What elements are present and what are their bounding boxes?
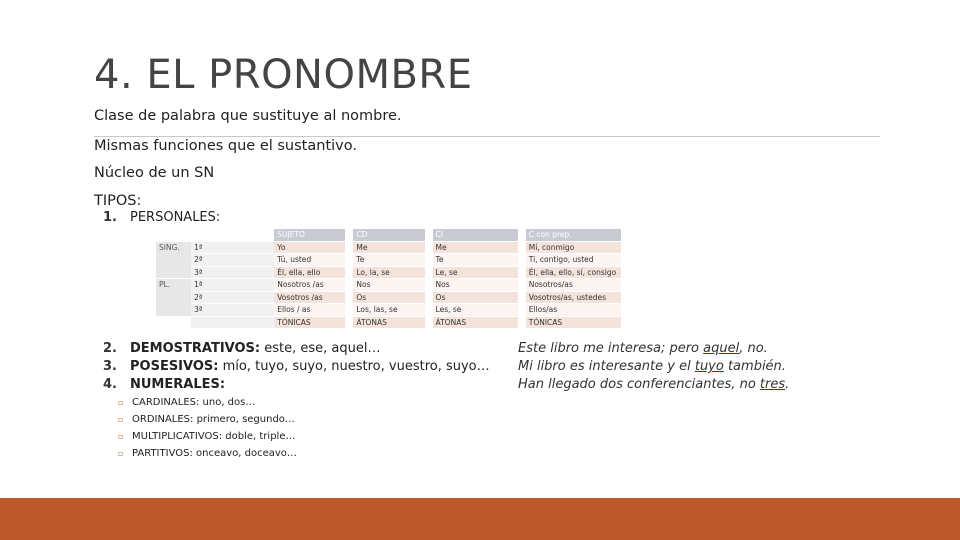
bullet-icon: ▫ xyxy=(118,449,124,458)
type-number: 3. xyxy=(103,359,117,374)
table-cell: Vosotros /as xyxy=(274,291,345,304)
table-cell: Me xyxy=(353,241,424,254)
header-sujeto: SUJETO xyxy=(274,229,345,241)
example-text: Mi libro es interesante y el xyxy=(518,359,695,374)
table-cell: Ellos/as xyxy=(526,304,621,317)
table-cell: Te xyxy=(353,254,424,267)
type-posesivos xyxy=(130,359,490,374)
header-c-prep: C con prep. xyxy=(526,229,621,241)
table-row xyxy=(156,304,621,317)
example-text: . xyxy=(785,377,790,392)
type-demostrativos xyxy=(130,341,380,356)
example-sentence xyxy=(518,341,768,356)
example-text: , no. xyxy=(739,341,768,356)
table-cell: Me xyxy=(433,241,518,254)
bullet-icon: ▫ xyxy=(118,415,124,424)
nucleus-line: Núcleo de un SN xyxy=(94,165,215,181)
table-cell: Les, se xyxy=(433,304,518,317)
example-pronoun: tuyo xyxy=(694,359,724,374)
list-item-text: ORDINALES: primero, segundo… xyxy=(132,414,295,425)
type-examples: este, ese, aquel… xyxy=(260,341,381,356)
table-row xyxy=(156,266,621,279)
table-cell: Ti, contigo, usted xyxy=(526,254,621,267)
person-cell: 1ª xyxy=(191,279,274,292)
person-cell: 3ª xyxy=(191,304,274,317)
type-number: 4. xyxy=(103,377,117,392)
group-sing: SING. xyxy=(156,241,191,279)
table-cell: Nos xyxy=(353,279,424,292)
table-cell: Os xyxy=(433,291,518,304)
table-row xyxy=(156,241,621,254)
table-cell: Él, ella, ello, sí, consigo xyxy=(526,266,621,279)
definition-line: Clase de palabra que sustituye al nombre. xyxy=(94,108,402,124)
header-ci: CI xyxy=(433,229,518,241)
list-item xyxy=(118,414,295,425)
table-cell: Te xyxy=(433,254,518,267)
type-number: 1. xyxy=(103,210,117,225)
type-numerales xyxy=(130,377,225,392)
table-cell: Nosotros /as xyxy=(274,279,345,292)
table-row xyxy=(156,254,621,267)
example-sentence xyxy=(518,377,789,392)
example-pronoun: aquel xyxy=(703,341,740,356)
types-heading: TIPOS: xyxy=(94,193,142,209)
list-item xyxy=(118,397,255,408)
slide-title: 4. EL PRONOMBRE xyxy=(94,52,473,98)
example-text: también. xyxy=(723,359,786,374)
type-number: 2. xyxy=(103,341,117,356)
person-cell: 2ª xyxy=(191,291,274,304)
table-cell: Lo, la, se xyxy=(353,266,424,279)
example-text: Este libro me interesa; pero xyxy=(518,341,704,356)
table-cell: Los, las, se xyxy=(353,304,424,317)
bullet-icon: ▫ xyxy=(118,398,124,407)
functions-line: Mismas funciones que el sustantivo. xyxy=(94,138,357,154)
type-label-text: PERSONALES: xyxy=(130,210,221,225)
list-item xyxy=(118,448,297,459)
divider xyxy=(94,136,880,137)
table-cell: Tú, usted xyxy=(274,254,345,267)
type-label-text: NUMERALES: xyxy=(130,377,226,392)
table-cell: Él, ella, ello xyxy=(274,266,345,279)
example-text: Han llegado dos conferenciantes, no xyxy=(518,377,760,392)
table-cell: Nos xyxy=(433,279,518,292)
person-cell: 2ª xyxy=(191,254,274,267)
table-cell: Mí, conmigo xyxy=(526,241,621,254)
person-cell: 1ª xyxy=(191,241,274,254)
example-sentence xyxy=(518,359,786,374)
list-item-text: CARDINALES: uno, dos… xyxy=(132,397,256,408)
type-examples: mío, tuyo, suyo, nuestro, vuestro, suyo… xyxy=(218,359,490,374)
type-label-personales xyxy=(130,210,220,225)
list-item xyxy=(118,431,295,442)
table-cell: Vosotros/as, ustedes xyxy=(526,291,621,304)
table-row xyxy=(156,279,621,292)
table-cell: Os xyxy=(353,291,424,304)
table-cell: TÓNICAS xyxy=(526,316,621,329)
table-cell: Yo xyxy=(274,241,345,254)
personal-pronouns-table xyxy=(156,229,621,329)
person-cell: 3ª xyxy=(191,266,274,279)
type-label-text: DEMOSTRATIVOS: xyxy=(130,341,261,356)
table-cell: ÁTONAS xyxy=(433,316,518,329)
group-pl: PL. xyxy=(156,279,191,317)
example-pronoun: tres xyxy=(759,377,786,392)
list-item-text: MULTIPLICATIVOS: doble, triple… xyxy=(132,431,296,442)
table-cell: Le, se xyxy=(433,266,518,279)
bullet-icon: ▫ xyxy=(118,432,124,441)
list-item-text: PARTITIVOS: onceavo, doceavo… xyxy=(132,448,297,459)
table-cell: TÓNICAS xyxy=(274,316,345,329)
table-cell: ÁTONAS xyxy=(353,316,424,329)
footer-band xyxy=(0,498,960,540)
table-cell: Nosotros/as xyxy=(526,279,621,292)
header-cd: CD xyxy=(353,229,424,241)
table-cell: Ellos / as xyxy=(274,304,345,317)
table-row xyxy=(156,291,621,304)
table-footer-row xyxy=(156,316,621,329)
type-label-text: POSESIVOS: xyxy=(130,359,219,374)
